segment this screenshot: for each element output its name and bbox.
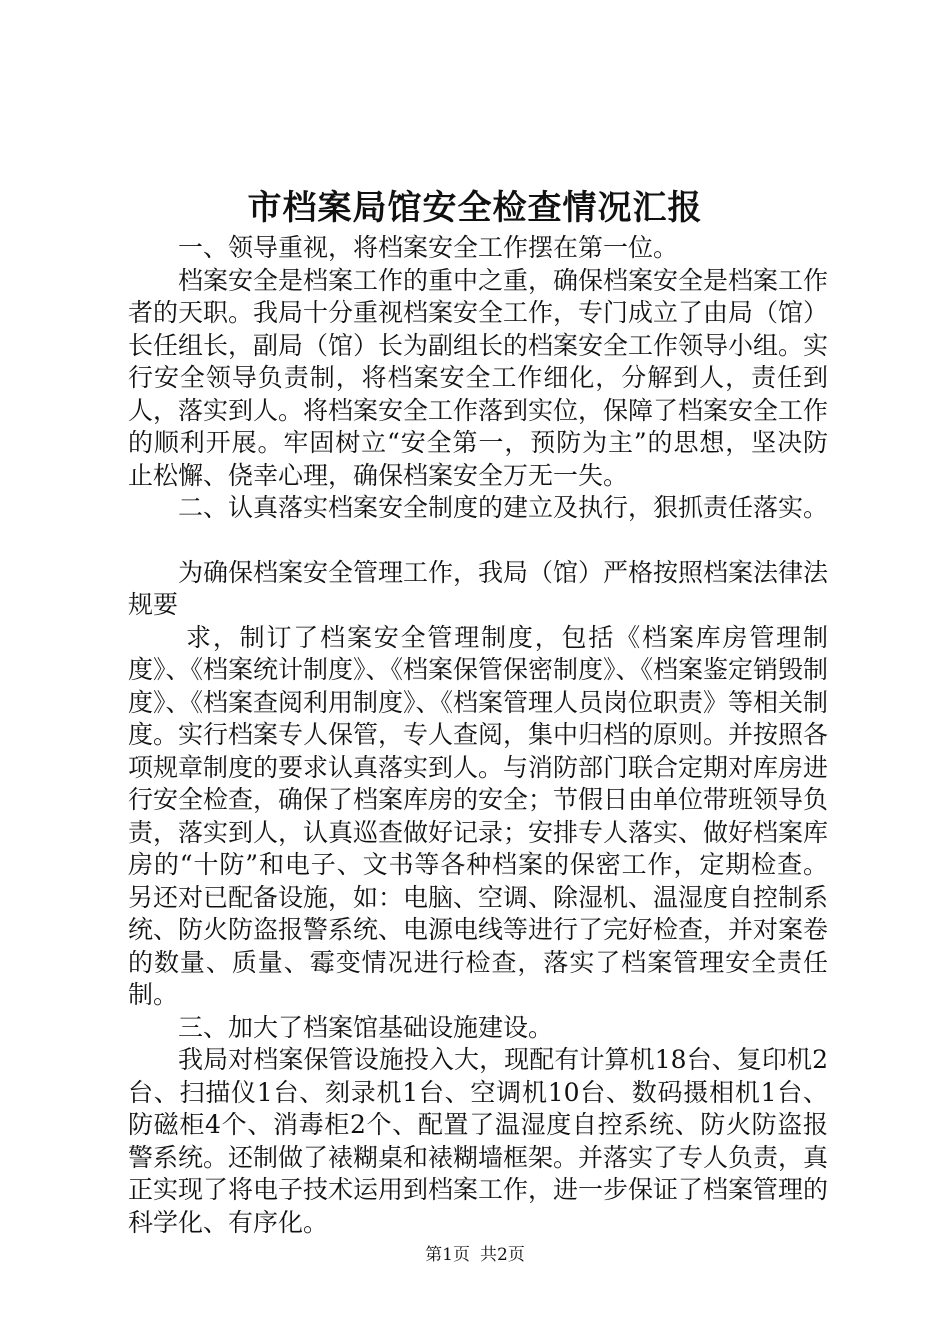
page-total: 共2页 — [480, 1245, 525, 1265]
section-heading-2: 二、认真落实档案安全制度的建立及执行，狠抓责任落实。 — [178, 493, 829, 522]
body-paragraph: 档案安全是档案工作的重中之重，确保档案安全是档案工作者的天职。我局十分重视档案安全工作，专门成立了由局（馆）长任组长，副局（馆）长为副组长的档案安全工作领导小组。实行安全领导负责制，将档案安全工作细化，分解到人，责任到人，落实到人。将档案安全工作落到实位，保障了档案安全工作的顺利开展。牢固树立“安全第一，预防为主”的思想，坚决防止松懈、侥幸心理，确保档案安全万无一失。 — [128, 265, 829, 490]
body-paragraph: 我局对档案保管设施投入大，现配有计算机18台、复印机2台、扫描仪1台、刻录机1台、空调机10台、数码摄相机1台、防磁柜4个、消毒柜2个、配置了温湿度自控系统、防火防盗报警系统。还制做了裱糊桌和裱糊墙框架。并落实了专人负责，真正实现了将电子技术运用到档案工作，进一步保证了档案管理的科学化、有序化。 — [128, 1045, 829, 1237]
blank-line — [128, 525, 828, 557]
page-footer — [0, 1244, 950, 1266]
section-heading-3: 三、加大了档案馆基础设施建设。 — [178, 1012, 554, 1042]
document-body — [128, 232, 828, 1239]
document-title: 市档案局馆安全检查情况汇报 — [247, 188, 703, 228]
page-number: 第1页 — [425, 1245, 470, 1265]
section-heading-1: 一、领导重视，将档案安全工作摆在第一位。 — [178, 233, 679, 262]
body-paragraph: 为确保档案安全管理工作，我局（馆）严格按照档案法律法规要 — [128, 557, 829, 619]
body-paragraph: 求，制订了档案安全管理制度，包括《档案库房管理制度》、《档案统计制度》、《档案保管保密制度》、《档案鉴定销毁制度》、《档案查阅利用制度》、《档案管理人员岗位职责》等相关制度。实行档案专人保管，专人查阅，集中归档的原则。并按照各项规章制度的要求认真落实到人。与消防部门联合定期对库房进行安全检查，确保了档案库房的安全；节假日由单位带班领导负责，落实到人，认真巡查做好记录；安排专人落实、做好档案库房的“十防”和电子、文书等各种档案的保密工作，定期检查。另还对已配备设施，如：电脑、空调、除湿机、温湿度自控制系统、防火防盗报警系统、电源电线等进行了完好检查，并对案卷的数量、质量、霉变情况进行检查，落实了档案管理安全责任制。 — [128, 622, 829, 1009]
